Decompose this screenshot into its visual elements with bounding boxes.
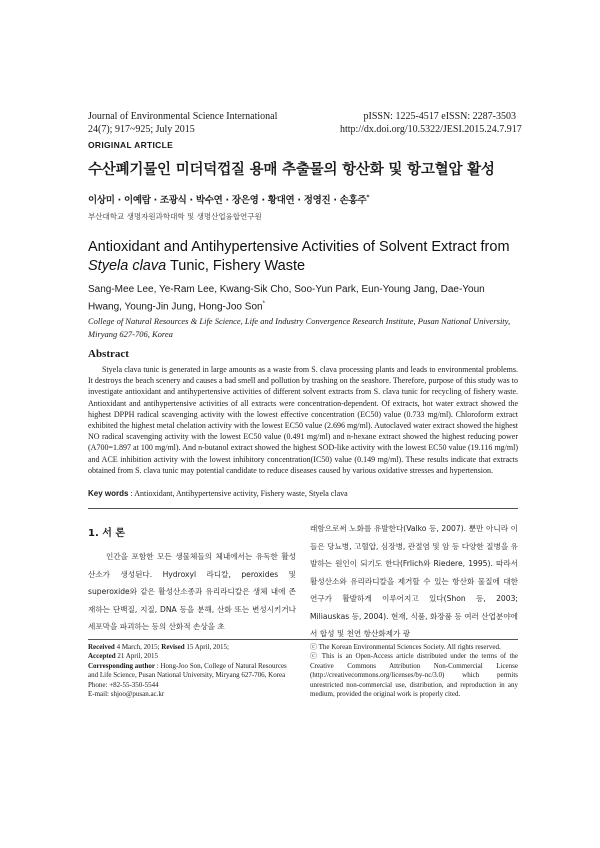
revised-label: Revised <box>161 643 185 651</box>
english-title-species: Styela clava <box>88 258 167 274</box>
korean-author-list: 이상미 · 이예람 · 조광식 · 박수연 · 장은영 · 황대연 · 정영진 · 손홍주 <box>88 195 367 206</box>
keywords <box>88 489 518 498</box>
korean-affiliation: 부산대학교 생명자원과학대학 및 생명산업융합연구원 <box>88 212 262 221</box>
received-date: 4 March, 2015; <box>114 643 162 651</box>
corresponding-label: Corresponding author <box>88 661 155 670</box>
copyright <box>310 643 518 699</box>
english-title <box>88 238 518 276</box>
english-title-rest: Tunic, Fishery Waste <box>166 258 306 274</box>
english-author-list: Sang-Mee Lee, Ye-Ram Lee, Kwang-Sik Cho, Soo-Yun Park, Eun-Young Jang, Dae-Youn Hwang, Young-Jin Jung, Hong-Joo Son <box>88 284 485 313</box>
intro-left-column: 인간을 포함한 모든 생물체들의 체내에서는 유독한 활성산소가 생성된다. Hydroxyl 라디칼, peroxides 및 superoxide와 같은 활성산소종과 유리라디칼은 생체 내에 존재하는 단백질, 지질, DNA 등을 분해, 산화 또는 변성시키거나 세포막을 파괴하는 등의 산화적 손상을 초 <box>88 552 296 631</box>
english-corresponding-mark: * <box>262 301 265 307</box>
copyright-line1: ⓒ The Korean Environmental Sciences Society. All rights reserved. <box>310 643 501 651</box>
english-affiliation: College of Natural Resources & Life Science, Life and Industry Convergence Research Institute, Pusan National University, Miryang 627-706, Korea <box>88 316 511 339</box>
korean-corresponding-mark: * <box>366 193 370 201</box>
accepted-label: Accepted <box>88 652 116 661</box>
intro-heading: 1. 서 론 <box>88 528 126 539</box>
english-title-line1: Antioxidant and Antihypertensive Activities of Solvent Extract from <box>88 239 510 255</box>
received-label: Received <box>88 643 115 651</box>
keywords-list: : Antioxidant, Antihypertensive activity, Fishery waste, Styela clava <box>128 489 348 498</box>
intro-right-column: 래함으로써 노화를 유발한다(Valko 등, 2007). 뿐만 아니라 이들은 당뇨병, 고혈압, 심장병, 관절염 및 암 등 다양한 질병을 유발하는 원인이 되기도 한다(Frlich와 Riedere, 1995). 따라서 활성산소와 유리라디칼을 제거할 수 있는 항산화 물질에 대한 연구가 활발하게 이루어지고 있다(Shon 등, 2003; Miliauskas 등, 2004). 현재, 식품, 화장품 등 여러 산업분야에서 합성 및 천연 항산화제가 광 <box>310 524 518 638</box>
korean-authors <box>88 192 369 206</box>
article-type: ORIGINAL ARTICLE <box>88 140 174 150</box>
article-history <box>88 643 296 699</box>
email[interactable]: E-mail: shjoo@pusan.ac.kr <box>88 690 165 699</box>
issn: pISSN: 1225-4517 eISSN: 2287-3503 <box>363 111 516 122</box>
accepted-date: 21 April, 2015 <box>115 652 158 661</box>
footnote-divider <box>88 639 518 640</box>
corresponding-text: : Hong-Joo Son, College of Natural Resources and Life Science, Pusan National University, Miryang 627-706, Korea <box>88 661 287 680</box>
dates-line1 <box>88 643 296 652</box>
doi-link[interactable]: http://dx.doi.org/10.5322/JESI.2015.24.7.917 <box>340 124 522 135</box>
journal-volume: 24(7); 917~925; July 2015 <box>88 124 195 135</box>
corresponding-author <box>88 662 296 681</box>
revised-date: 15 April, 2015; <box>184 643 229 651</box>
copyright-license: ⓒ This is an Open-Access article distributed under the terms of the Creative Commons Attribution Non-Commercial License (http://creativecommons.org/licenses/by-nc/3.0) which permits unrestricted non-commercial use, distribution, and reproduction in any medium, provided the original work is properly cited. <box>310 652 518 699</box>
divider <box>88 508 518 509</box>
abstract-heading: Abstract <box>88 348 129 360</box>
journal-ids <box>340 110 522 136</box>
keywords-label: Key words <box>88 489 129 498</box>
korean-title: 수산폐기물인 미더덕껍질 용매 추출물의 항산화 및 항고혈압 활성 <box>88 162 495 178</box>
abstract-text: Styela clava tunic is generated in large amounts as a waste from S. clava processing plants and leads to environmental problems. It destroys the beach scenery and causes a bad smell and pollution by trashing on the seashore. Therefore, purpose of this study was to investigate antioxidant and antihypertensive activities of different solvent extracts from S. clava tunic for recycling of fishery waste. Antioxidant and antihypertensive activities of all extracts were concentration-dependent. Of extracts, hot water extract showed the highest DPPH radical scavenging activity with the lowest effective concentration (EC50) value (0.733 mg/ml). Chloroform extract exhibited the highest metal chelation activity with the lowest EC50 value (2.696 mg/ml). Autoclaved water extract showed the highest NO radical scavenging activity with the lowest EC50 value (0.491 mg/ml) and n-hexane extract showed the highest reducing power (A700=1.897 at 100 mg/ml). And n-butanol extract showed the highest SOD-like activity with the lowest EC50 value (19.116 mg/ml) and ACE inhibition activity with the lowest inhibitory concentration(IC50) value (0.149 mg/ml). These results indicate that extracts obtained from S. clava tunic may potential candidate to reduce diseases caused by various oxidative stresses and hypertension. <box>88 365 518 475</box>
english-authors <box>88 282 518 314</box>
phone: Phone: +82-55-350-5544 <box>88 680 159 689</box>
journal-name: Journal of Environmental Science International <box>88 111 278 122</box>
journal-info <box>88 110 277 136</box>
dates-line2 <box>88 652 296 661</box>
